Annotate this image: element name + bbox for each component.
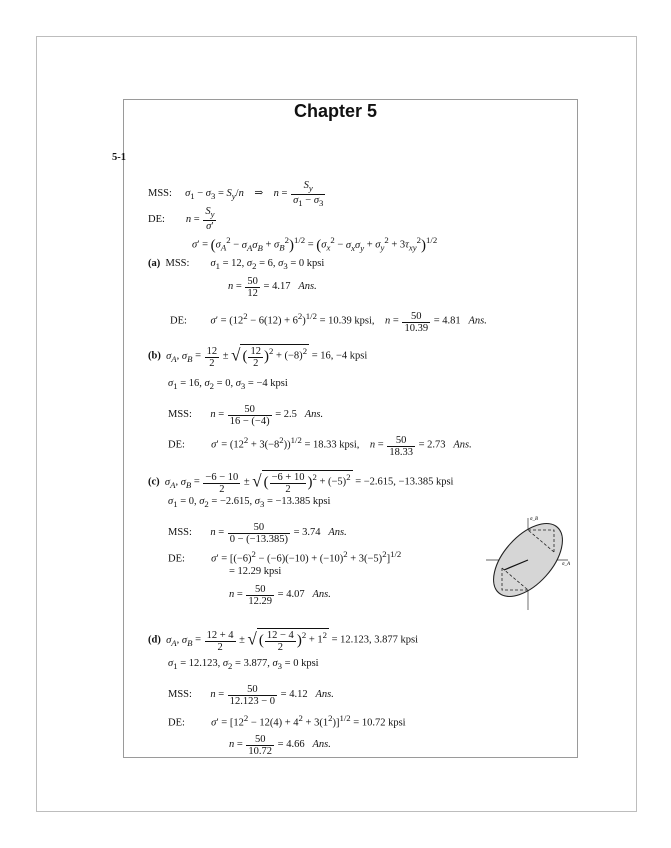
- part-a-mss-n: n = $\frac{50}{12}$ = 4.17 Ans.: [228, 276, 317, 299]
- sigma-b-label: σ_B: [530, 517, 539, 522]
- mss-definition: MSS: $\sigma_1 - \sigma_3 = S_y/n$ ⇒ n = $\frac{S_y}{\sigma_1 - \sigma_3}$: [148, 180, 324, 209]
- part-c-mss: MSS: n = $\frac{50}{0 - (-13.385)}$ = 3.74 Ans.: [168, 522, 347, 545]
- part-a-label: (a): [148, 258, 161, 269]
- part-c-de-n: n = $\frac{50}{12.29}$ = 4.07 Ans.: [229, 584, 331, 607]
- de-label: DE:: [148, 214, 165, 226]
- problem-number: 5-1: [112, 152, 126, 163]
- part-b-principal: (b) $\sigma_A$, $\sigma_B$ = $\frac{12}{2}$ ± √ ( $\frac{12}{2}$ )$^2 + (-8)^2 = 16$, −4 kpsi: [148, 345, 368, 369]
- chapter-title: Chapter 5: [293, 101, 378, 121]
- part-c-stresses: $\sigma_1 = 0$, $\sigma_2 = -2.615$, $\sigma_3 = -13.385$ kpsi: [168, 496, 331, 510]
- part-a-header: (a) MSS: $\sigma_1 = 12$, $\sigma_2 = 6$, $\sigma_3 = 0$ kpsi: [148, 258, 325, 272]
- part-c-de: DE: $\sigma' = [(-6)^2 - (-6)(-10) + (-10)^2 + 3(-5)^2]^{1/2}$: [168, 549, 402, 565]
- de-sigma-equation: $\sigma' = (\sigma_A^2 - \sigma_A\sigma_B + \sigma_B^2)^{1/2} = (\sigma_x^2 - \sigma_x\sigma_y + \sigma_y^2 + 3\tau_{xy}^2)^{1/2}$: [192, 235, 438, 254]
- answer-label: Ans.: [298, 281, 317, 292]
- mss-label: MSS:: [148, 188, 172, 200]
- part-a-de: DE: $\sigma' = (12^2 - 6(12) + 6^2)^{1/2} = 10.39$ kpsi, n = $\frac{50}{10.39}$ = 4.81 Ans.: [170, 310, 487, 334]
- part-c-label: (c): [148, 476, 160, 488]
- part-d-label: (d): [148, 634, 161, 646]
- part-c-principal: (c) $\sigma_A$, $\sigma_B$ = $\frac{-6 - 10}{2}$ ± √ ( $\frac{-6 + 10}{2}$ )$^2 + (-5)^2 = -2.615$, −13.385 kpsi: [148, 471, 454, 495]
- part-b-stresses: $\sigma_1 = 16$, $\sigma_2 = 0$, $\sigma_3 = -4$ kpsi: [168, 378, 288, 392]
- part-d-de: DE: $\sigma' = [12^2 - 12(4) + 4^2 + 3(1^2)]^{1/2} = 10.72$ kpsi: [168, 713, 406, 729]
- sigma-a-label: σ_A: [562, 562, 571, 567]
- part-b-mss: MSS: n = $\frac{50}{16 - (-4)}$ = 2.5 Ans.: [168, 404, 324, 427]
- part-d-mss: MSS: n = $\frac{50}{12.123 - 0}$ = 4.12 Ans.: [168, 684, 334, 707]
- part-b-de: DE: $\sigma' = (12^2 + 3(-8^2))^{1/2} = 18.33$ kpsi, n = $\frac{50}{18.33}$ = 2.73 Ans.: [168, 434, 472, 458]
- part-c-de-result: = 12.29 kpsi: [229, 566, 282, 577]
- de-definition: DE: n = $\frac{S_y}{\sigma'}$: [148, 206, 215, 233]
- part-d-de-n: n = $\frac{50}{10.72}$ = 4.66 Ans.: [229, 734, 331, 757]
- part-d-stresses: $\sigma_1 = 12.123$, $\sigma_2 = 3.877$, $\sigma_3 = 0$ kpsi: [168, 658, 319, 672]
- part-b-label: (b): [148, 350, 161, 362]
- part-d-principal: (d) $\sigma_A$, $\sigma_B$ = $\frac{12 + 4}{2}$ ± √ ( $\frac{12 - 4}{2}$ )$^2 + 1^2 = 12.123$, 3.877 kpsi: [148, 629, 419, 653]
- failure-envelope-diagram: [478, 508, 573, 613]
